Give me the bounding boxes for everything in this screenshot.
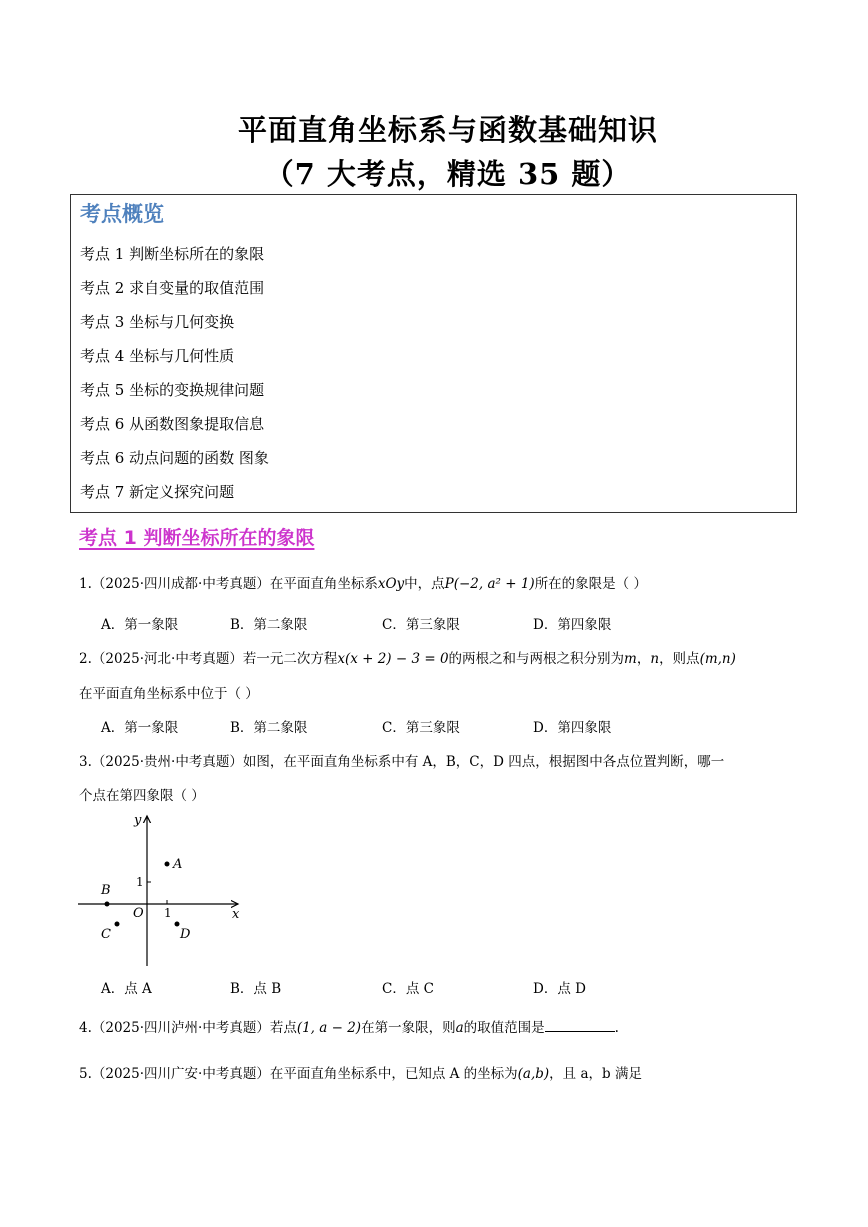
q1-math-plane: xOy bbox=[377, 576, 405, 592]
q4-mid: 在第一象限，则 bbox=[361, 1020, 456, 1036]
q2-math-equation: x(x + 2) − 3 = 0 bbox=[337, 651, 449, 667]
q2-math-m: m bbox=[624, 651, 637, 667]
q2-suffix: ，则点 bbox=[659, 651, 700, 667]
coordinate-figure bbox=[70, 808, 250, 973]
x-tick-label: 1 bbox=[164, 906, 172, 920]
q3-option-b: B．点 B bbox=[230, 981, 282, 997]
q2-option-a: A．第一象限 bbox=[101, 720, 179, 736]
q2-option-c: C．第三象限 bbox=[382, 720, 460, 736]
q2-math-n: n bbox=[650, 651, 660, 667]
q4-prefix: 4.（2025·四川泸州·中考真题）若点 bbox=[79, 1020, 297, 1036]
q3-line1: 3.（2025·贵州·中考真题）如图，在平面直角坐标系中有 A，B，C，D 四点，根据图中各点位置判断，哪一 bbox=[79, 754, 725, 770]
q4-math-a: a bbox=[455, 1020, 464, 1036]
q2-line2: 在平面直角坐标系中位于（ ） bbox=[79, 686, 259, 702]
origin-label: O bbox=[133, 906, 144, 921]
overview-item: 考点 6 从函数图象提取信息 bbox=[80, 415, 265, 433]
overview-item: 考点 6 动点问题的函数 图象 bbox=[80, 449, 269, 467]
q1-math-point: P(−2, a² + 1) bbox=[444, 576, 535, 592]
overview-item: 考点 2 求自变量的取值范围 bbox=[80, 279, 265, 297]
section-heading: 考点 1 判断坐标所在的象限 bbox=[79, 527, 315, 549]
q2-option-d: D．第四象限 bbox=[533, 720, 612, 736]
point-label-b: B bbox=[101, 883, 111, 898]
question-5 bbox=[79, 1062, 642, 1082]
q1-option-d: D．第四象限 bbox=[533, 617, 612, 633]
q1-option-b: B．第二象限 bbox=[230, 617, 308, 633]
point-label-c: C bbox=[101, 927, 111, 942]
question-4 bbox=[79, 1016, 619, 1036]
q2-mid: 的两根之和与两根之积分别为 bbox=[448, 651, 625, 667]
point-a bbox=[165, 862, 170, 867]
overview-item: 考点 5 坐标的变换规律问题 bbox=[80, 381, 265, 399]
q5-math-point: (a,b) bbox=[517, 1066, 550, 1082]
q3-option-d: D．点 D bbox=[533, 981, 586, 997]
q5-prefix: 5.（2025·四川广安·中考真题）在平面直角坐标系中，已知点 A 的坐标为 bbox=[79, 1066, 518, 1082]
q2-math-point: (m,n) bbox=[699, 651, 736, 667]
point-d bbox=[175, 922, 180, 927]
q1-option-a: A．第一象限 bbox=[101, 617, 179, 633]
point-label-d: D bbox=[180, 927, 191, 942]
q4-answer-blank[interactable] bbox=[545, 1019, 615, 1032]
y-tick-label: 1 bbox=[136, 875, 144, 889]
q5-suffix: ，且 a，b 满足 bbox=[549, 1066, 642, 1082]
x-axis-label: x bbox=[232, 907, 240, 922]
q1-option-c: C．第三象限 bbox=[382, 617, 460, 633]
overview-item: 考点 1 判断坐标所在的象限 bbox=[80, 245, 265, 263]
q3-option-a: A．点 A bbox=[101, 981, 152, 997]
q1-mid: 中，点 bbox=[404, 576, 445, 592]
overview-item: 考点 7 新定义探究问题 bbox=[80, 483, 235, 501]
overview-box bbox=[70, 194, 797, 513]
point-label-a: A bbox=[173, 857, 183, 872]
q3-line2: 个点在第四象限（ ） bbox=[79, 788, 205, 804]
point-c bbox=[115, 922, 120, 927]
point-b bbox=[105, 902, 110, 907]
q2-sep: ， bbox=[636, 651, 651, 667]
q4-end: . bbox=[614, 1020, 619, 1036]
q2-prefix: 2.（2025·河北·中考真题）若一元二次方程 bbox=[79, 651, 338, 667]
overview-heading: 考点概览 bbox=[80, 202, 164, 226]
y-axis-label: y bbox=[134, 813, 142, 828]
question-2 bbox=[79, 647, 736, 667]
q4-suffix: 的取值范围是 bbox=[463, 1020, 545, 1036]
q1-prefix: 1.（2025·四川成都·中考真题）在平面直角坐标系 bbox=[79, 576, 378, 592]
q1-suffix: 所在的象限是（ ） bbox=[534, 576, 647, 592]
overview-item: 考点 3 坐标与几何变换 bbox=[80, 313, 235, 331]
q3-option-c: C．点 C bbox=[382, 981, 434, 997]
question-1 bbox=[79, 572, 647, 592]
q4-math-point: (1, a − 2) bbox=[296, 1020, 362, 1036]
page-subtitle: （7 大考点，精选 35 题） bbox=[264, 157, 632, 191]
overview-item: 考点 4 坐标与几何性质 bbox=[80, 347, 235, 365]
q2-option-b: B．第二象限 bbox=[230, 720, 308, 736]
page-title: 平面直角坐标系与函数基础知识 bbox=[237, 113, 658, 147]
